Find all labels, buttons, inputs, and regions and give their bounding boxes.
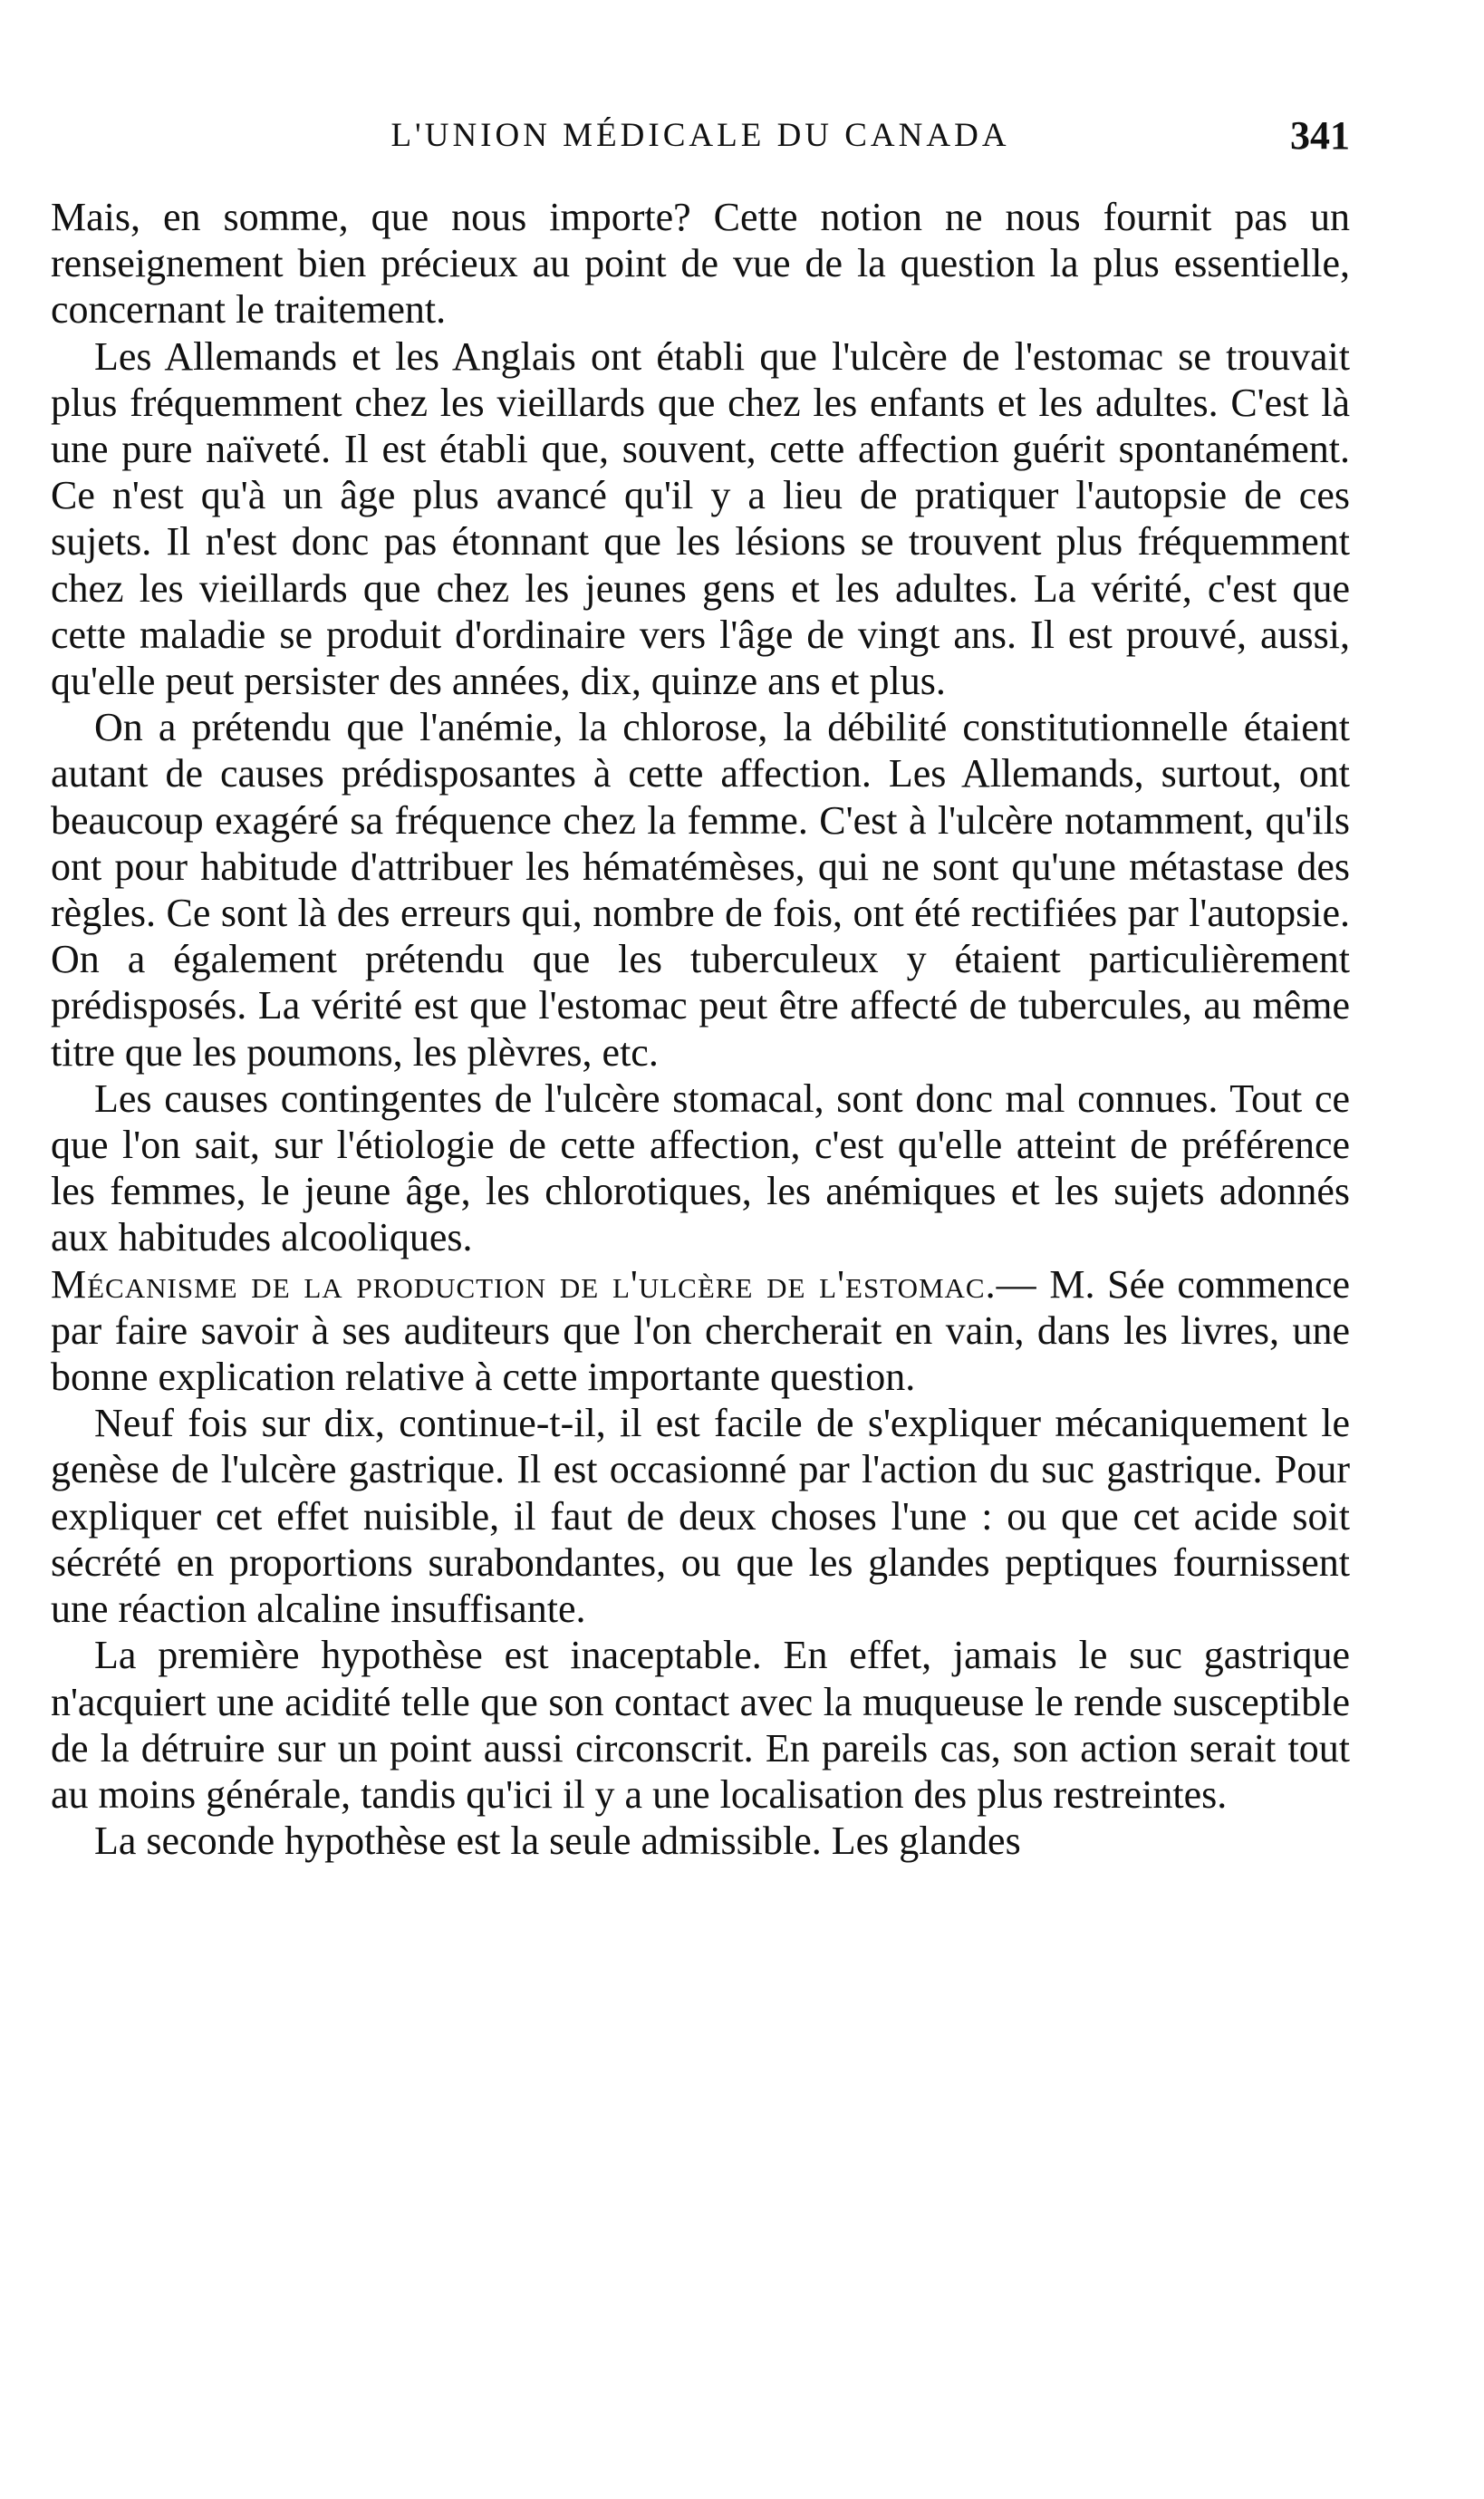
section-paragraph (51, 1261, 1350, 1401)
section-heading: Mécanisme de la production de l'ulcère de l'estomac.— (51, 1261, 1037, 1307)
section-paragraph-text: M. Sée commence par faire savoir à ses auditeurs que l'on chercherait en vain, dans les livres, une bonne explication relative à cette importante question. (51, 1261, 1350, 1400)
book-page (51, 100, 1350, 1864)
running-title: L'UNION MÉDICALE DU CANADA (390, 117, 1010, 154)
paragraph: Les causes contingentes de l'ulcère stomacal, sont donc mal connues. Tout ce que l'on sait, sur l'étiologie de cette affection, c'est qu'elle atteint de préférence les femmes, le jeune âge, les chlorotiques, les anémiques et les sujets adonnés aux habitudes alcooliques. (51, 1076, 1350, 1260)
page-header (51, 100, 1350, 172)
paragraph-continuation: Mais, en somme, que nous importe? Cette notion ne nous fournit pas un renseignement bien précieux au point de vue de la question la plus essentielle, concernant le traitement. (51, 195, 1350, 333)
page-number: 341 (1290, 113, 1350, 158)
paragraph: La première hypothèse est inaceptable. En effet, jamais le suc gastrique n'acquiert une acidité telle que son contact avec la muqueuse le rende susceptible de la détruire sur un point aussi circonscrit. En pareils cas, son action serait tout au moins générale, tandis qu'ici il y a une localisation des plus restreintes. (51, 1633, 1350, 1817)
paragraph: On a prétendu que l'anémie, la chlorose, la débilité constitutionnelle étaient autant de causes prédisposantes à cette affection. Les Allemands, surtout, ont beaucoup exagéré sa fréquence chez la femme. C'est à l'ulcère notamment, qu'ils ont pour habitude d'attribuer les hématémèses, qui ne sont qu'une métastase des règles. Ce sont là des erreurs qui, nombre de fois, ont été rectifiées par l'autopsie. On a également prétendu que les tuberculeux y étaient particulièrement prédisposés. La vérité est que l'estomac peut être affecté de tubercules, au même titre que les poumons, les plèvres, etc. (51, 705, 1350, 1075)
body-text (51, 194, 1350, 1864)
paragraph: Neuf fois sur dix, continue-t-il, il est facile de s'expliquer mécaniquement le genèse de l'ulcère gastrique. Il est occasionné par l'action du suc gastrique. Pour expliquer cet effet nuisible, il faut de deux choses l'une : ou que cet acide soit sécrété en proportions surabondantes, ou que les glandes peptiques fournissent une réaction alcaline insuffisante. (51, 1401, 1350, 1632)
paragraph: Les Allemands et les Anglais ont établi que l'ulcère de l'estomac se trouvait plus fréquemment chez les vieillards que chez les enfants et les adultes. C'est là une pure naïveté. Il est établi que, souvent, cette affection guérit spontanément. Ce n'est qu'à un âge plus avancé qu'il y a lieu de pratiquer l'autopsie de ces sujets. Il n'est donc pas étonnant que les lésions se trouvent plus fréquemment chez les vieillards que chez les jeunes gens et les adultes. La vérité, c'est que cette maladie se produit d'ordinaire vers l'âge de vingt ans. Il est prouvé, aussi, qu'elle peut persister des années, dix, quinze ans et plus. (51, 333, 1350, 704)
paragraph: La seconde hypothèse est la seule admissible. Les glandes (94, 1819, 1021, 1864)
